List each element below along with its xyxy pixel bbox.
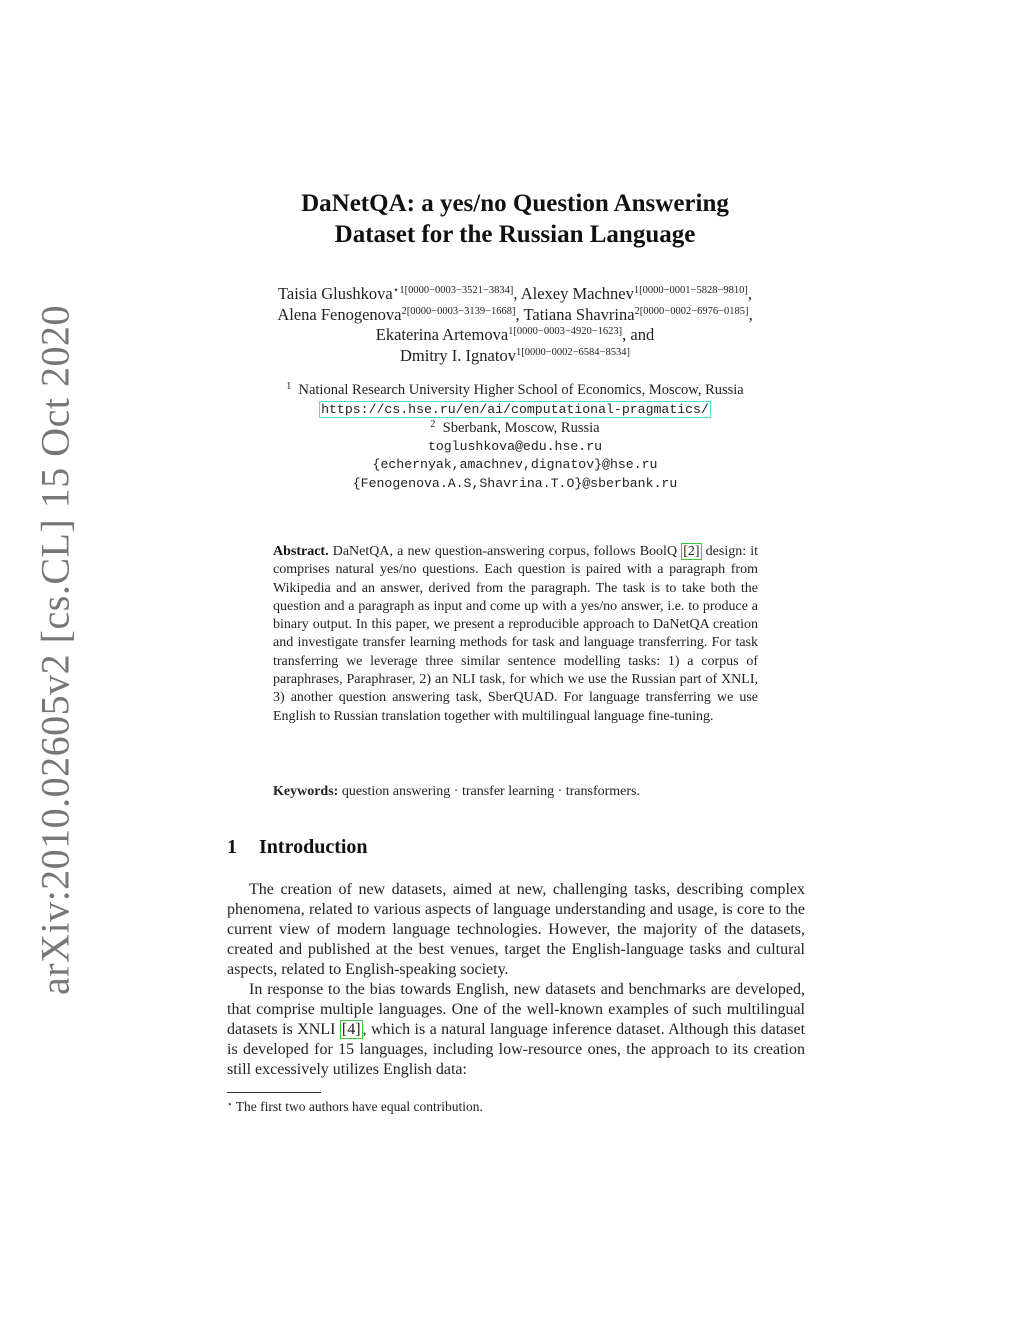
affiliation-1 bbox=[200, 381, 830, 400]
abstract-text: design: it comprises natural yes/no questions. Each question is paired with a paragraph from Wikipedia and an answer, derived from the paragraph. The task is to take both the question and a paragraph as input and come up with a yes/no answer, i.e. to produce a binary output. In this paper, we present a reproducible approach to DaNetQA creation and investigate transfer learning methods for task and language transferring. For task transferring we leverage three similar sentence modelling tasks: 1) a corpus of paraphrases, Paraphraser, 2) an NLI task, for which we use the Russian part of XNLI, 3) another question answering task, SberQUAD. For language transferring we use English to Russian translation together with multilingual language fine-tuning. bbox=[273, 544, 758, 724]
footnote bbox=[227, 1096, 483, 1115]
affiliation-mark: 2 bbox=[430, 419, 436, 430]
abstract bbox=[273, 543, 758, 726]
footnote-rule bbox=[227, 1092, 321, 1093]
email: {Fenogenova.A.S,Shavrina.T.O}@sberbank.ru bbox=[352, 475, 678, 491]
abstract-text: DaNetQA, a new question-answering corpus, follows BoolQ bbox=[332, 544, 678, 559]
author-name: Ekaterina Artemova bbox=[375, 325, 509, 344]
section-title: Introduction bbox=[259, 836, 368, 858]
paragraph: In response to the bias towards English, new datasets and benchmarks are developed, that comprise multiple languages. One of the well-known examples of such multilingual datasets is XNLI [4] , which is a natural language inference dataset. Although this dataset is developed for 15 languages, including low-resource ones, the approach to its creation still excessively utilizes English data: bbox=[227, 981, 806, 1078]
author-marks: ⋆1[0000−0003−3521−3834] bbox=[392, 285, 514, 296]
title-line-2: Dataset for the Russian Language bbox=[334, 221, 696, 248]
paper-title bbox=[230, 188, 800, 250]
author-name: Alexey Machnev bbox=[520, 284, 634, 303]
section-heading bbox=[227, 836, 368, 859]
arxiv-identifier: arXiv:2010.02605v2 [cs.CL] 15 Oct 2020 bbox=[32, 304, 78, 996]
abstract-label: Abstract. bbox=[273, 544, 329, 559]
section-number: 1 bbox=[227, 836, 237, 858]
affiliation-name: National Research University Higher School of Economics, Moscow, Russia bbox=[298, 382, 744, 398]
author-name: Alena Fenogenova bbox=[277, 304, 402, 324]
author-line-3 bbox=[200, 325, 830, 346]
author-list bbox=[200, 284, 830, 366]
keywords-label: Keywords: bbox=[273, 784, 339, 799]
author-line-1: Taisia Glushkova$^{⋆1[0000-0003-3521-3834]}$, Alexey Machnev$^{1[0000-0001-5828-9810]}$, bbox=[277, 284, 753, 303]
author-marks: 2[0000−0002−6976−0185] bbox=[634, 305, 749, 317]
author-marks: 1[0000−0001−5828−9810] bbox=[633, 285, 748, 296]
email: {echernyak,amachnev,dignatov}@hse.ru bbox=[372, 457, 658, 472]
paragraph: The creation of new datasets, aimed at new, challenging tasks, describing complex phenomena, related to various aspects of language understanding and usage, is core to the current view of modern language technologies. However, the majority of the datasets, created and published at the best venues, target the English-language tasks and cultural aspects, related to English-speaking society. bbox=[227, 881, 805, 978]
keywords bbox=[273, 783, 758, 801]
author-line-2: Alena Fenogenova$^{2[0000-0003-3139-1668]}$, Tatiana Shavrina$^{2[0000-0002-6976-0185]}$, bbox=[277, 304, 753, 324]
author-and: , and bbox=[622, 325, 655, 344]
footnote-mark: ⋆ bbox=[227, 1099, 233, 1109]
author-name: Dmitry I. Ignatov bbox=[400, 345, 516, 365]
citation-link[interactable]: [4] bbox=[341, 1021, 361, 1038]
email: toglushkova@edu.hse.ru bbox=[427, 438, 603, 454]
author-marks: 1[0000−0003−4920−1623] bbox=[508, 326, 623, 337]
keywords-text: question answering · transfer learning · transformers. bbox=[341, 784, 641, 799]
affiliation-mark: 1 bbox=[286, 381, 292, 392]
author-name: Taisia Glushkova bbox=[277, 284, 393, 303]
affiliation-2 bbox=[200, 419, 830, 438]
affiliation-url-link[interactable]: https://cs.hse.ru/en/ai/computational-pragmatics/ bbox=[321, 401, 709, 417]
affiliations bbox=[200, 381, 830, 493]
author-marks: 2[0000−0003−3139−1668] bbox=[401, 305, 516, 317]
intro-body bbox=[227, 880, 805, 1080]
affiliation-name: Sberbank, Moscow, Russia bbox=[442, 420, 600, 436]
author-name: Tatiana Shavrina bbox=[523, 304, 635, 324]
citation-link[interactable]: [2] bbox=[683, 544, 700, 559]
author-line-4 bbox=[200, 346, 830, 367]
footnote-text: The first two authors have equal contribution. bbox=[235, 1099, 483, 1114]
title-line-1: DaNetQA: a yes/no Question Answering bbox=[301, 190, 729, 217]
author-marks: 1[0000−0002−6584−8534] bbox=[515, 346, 630, 358]
